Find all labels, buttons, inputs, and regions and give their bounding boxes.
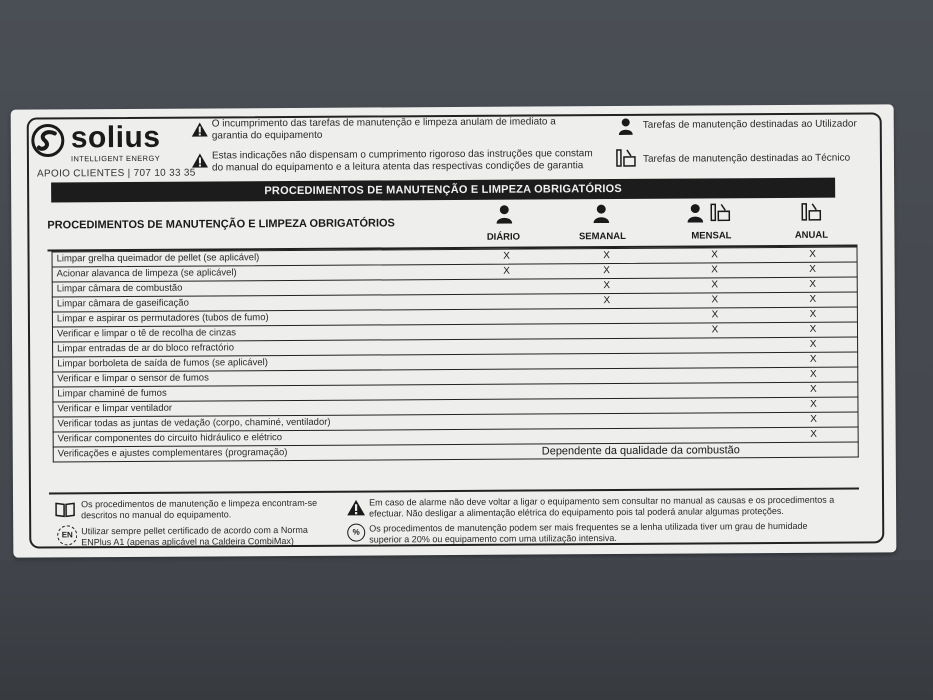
- column-monthly: MENSAL: [691, 230, 732, 242]
- row-mark: X: [809, 338, 817, 350]
- row-note: Dependente da qualidade da combustão: [541, 444, 740, 458]
- row-mark: X: [603, 295, 611, 307]
- alarm-warning-icon: [346, 499, 366, 517]
- row-mark: X: [809, 278, 817, 290]
- table-title: PROCEDIMENTOS DE MANUTENÇÃO E LIMPEZA OBRIGATÓRIOS: [47, 217, 395, 232]
- brand-name: solius: [70, 120, 161, 155]
- row-mark: X: [711, 294, 719, 306]
- row-mark: X: [503, 250, 510, 262]
- procedures-table: [52, 247, 859, 463]
- brand-tagline: INTELLIGENT ENERGY: [70, 153, 161, 164]
- monthly-user-icon: [687, 203, 703, 222]
- footer-pellet-note: Utilizar sempre pellet certificado de acordo com a Norma ENPlus A1 (apenas aplicável na Caldeira CombiMax): [81, 524, 308, 548]
- daily-user-icon: [496, 205, 512, 224]
- warranty-warning: O incumprimento das tarefas de manutenção e limpeza anulam de imediato a garantia do equipamento: [211, 116, 556, 142]
- row-label: Limpar e aspirar os permutadores (tubos de fumo): [56, 312, 269, 325]
- row-label: Limpar câmara de combustão: [56, 282, 183, 295]
- row-label: Verificar e limpar ventilador: [57, 402, 173, 415]
- row-label: Verificar todas as juntas de vedação (corpo, chaminé, ventilador): [57, 416, 331, 430]
- row-mark: X: [503, 265, 510, 277]
- warning-icon: [191, 121, 209, 137]
- warning-icon: [191, 152, 209, 168]
- row-mark: X: [810, 398, 817, 410]
- row-label: Limpar grelha queimador de pellet (se aplicável): [56, 252, 260, 265]
- row-mark: X: [809, 308, 817, 320]
- row-label: Verificações e ajustes complementares (programação): [57, 447, 288, 460]
- row-mark: X: [810, 428, 817, 440]
- row-mark: X: [711, 324, 719, 336]
- footer-alarm-note: Em caso de alarme não deve voltar a ligar o equipamento sem consultar no manual as causas e os procedimentos a efectuar. Não desligar a alimentação elétrica do equipamento pois tal poderá anular algumas proteções.: [369, 494, 835, 519]
- procedures-banner: PROCEDIMENTOS DE MANUTENÇÃO E LIMPEZA OBRIGATÓRIOS: [51, 178, 835, 203]
- technician-tools-icon: [615, 147, 637, 169]
- row-mark: X: [711, 309, 719, 321]
- annual-tools-icon: [800, 201, 822, 223]
- row-mark: X: [809, 293, 817, 305]
- user-person-icon: [619, 118, 633, 135]
- row-label: Verificar componentes do circuito hidráulico e elétrico: [57, 432, 283, 445]
- row-mark: X: [809, 248, 816, 260]
- row-mark: X: [810, 413, 817, 425]
- row-mark: X: [809, 368, 817, 380]
- row-mark: X: [809, 353, 817, 365]
- legend-technician: Tarefas de manutenção destinadas ao Técnico: [642, 152, 851, 165]
- humidity-drop-icon: %: [347, 524, 365, 542]
- row-mark: X: [809, 323, 817, 335]
- row-label: Limpar borboleta de saída de fumos (se aplicável): [57, 357, 268, 370]
- row-label: Limpar câmara de gaseificação: [56, 297, 189, 310]
- maintenance-label-sticker: [11, 104, 897, 557]
- row-mark: X: [711, 249, 718, 261]
- row-label: Verificar e limpar o sensor de fumos: [57, 372, 209, 385]
- row-mark: X: [603, 265, 610, 277]
- footer-manual-note: Os procedimentos de manutenção e limpeza encontram-se descritos no manual do equipamento.: [81, 497, 318, 521]
- row-label: Limpar entradas de ar do bloco refractório: [57, 342, 235, 355]
- row-label: Acionar alavanca de limpeza (se aplicável): [56, 267, 237, 280]
- instructions-warning: Estas indicações não dispensam o cumprimento rigoroso das instruções que constam do manual do equipamento e a leitura atenta das respectivas condições de garantia: [211, 148, 593, 174]
- row-mark: X: [603, 250, 610, 262]
- row-mark: X: [809, 383, 817, 395]
- row-mark: X: [809, 263, 816, 275]
- row-mark: X: [603, 280, 611, 292]
- weekly-user-icon: [593, 204, 609, 223]
- wall-shadow: [0, 560, 933, 700]
- row-mark: X: [711, 279, 719, 291]
- solius-logo-mark-icon: [31, 123, 65, 157]
- row-label: Verificar e limpar o tê de recolha de cinzas: [56, 327, 237, 340]
- row-label: Limpar chaminé de fumos: [57, 387, 167, 400]
- column-weekly: SEMANAL: [578, 230, 626, 243]
- manual-book-icon: [55, 501, 75, 517]
- row-mark: X: [711, 264, 718, 276]
- legend-user: Tarefas de manutenção destinadas ao Utilizador: [642, 118, 857, 131]
- enplus-badge-icon: EN: [57, 525, 77, 545]
- column-annual: ANUAL: [794, 229, 829, 241]
- footer-humidity-note: Os procedimentos de manutenção podem ser mais frequentes se a lenha utilizada tiver um grau de humidade superior a 20% ou equipamento com uma utilização intensiva.: [369, 520, 808, 545]
- monthly-tools-icon: [709, 201, 731, 223]
- support-phone: APOIO CLIENTES | 707 10 33 35: [36, 167, 196, 180]
- column-daily: DIÁRIO: [486, 231, 521, 243]
